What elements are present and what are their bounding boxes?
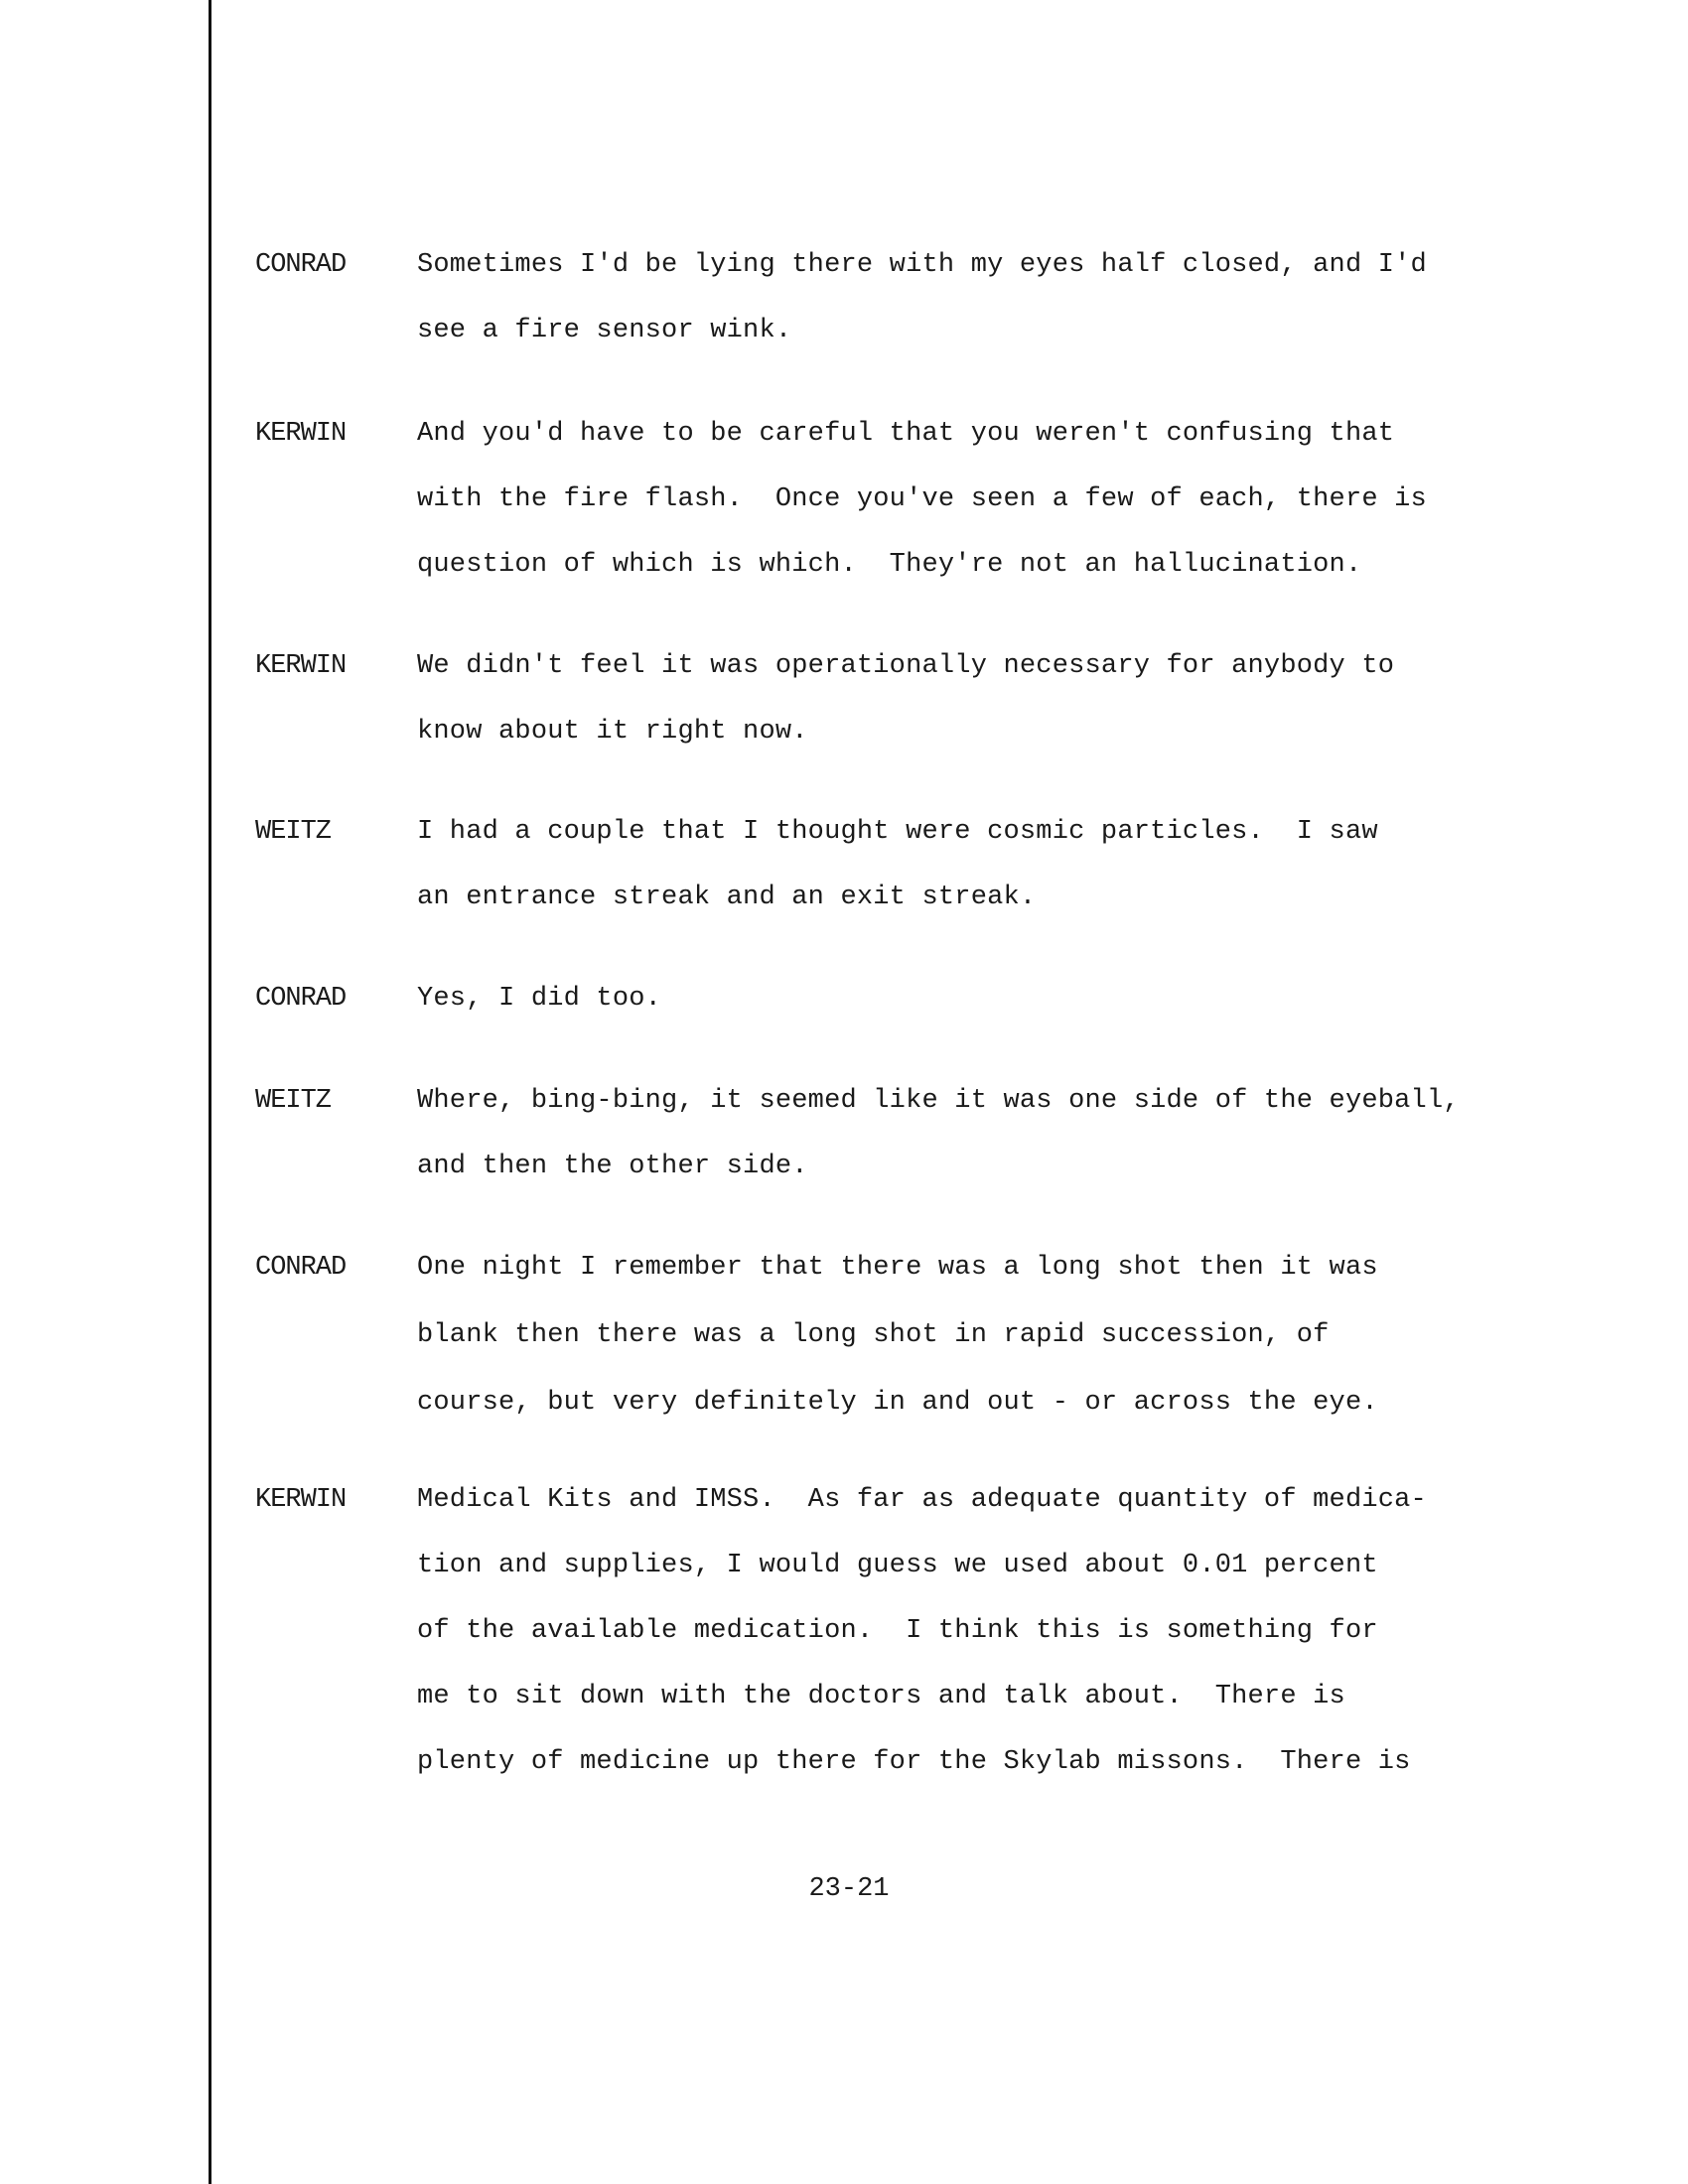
transcript-line: blank then there was a long shot in rapid succession, of bbox=[417, 1320, 1330, 1350]
speaker-name: KERWIN bbox=[255, 419, 347, 449]
transcript-line: of the available medication. I think this is something for bbox=[417, 1616, 1378, 1646]
speaker-name: WEITZ bbox=[255, 817, 332, 847]
speaker-name: KERWIN bbox=[255, 651, 347, 681]
transcript-line: know about it right now. bbox=[417, 717, 808, 747]
speaker-name: CONRAD bbox=[255, 1253, 347, 1283]
left-margin-rule bbox=[209, 0, 211, 2184]
transcript-line: tion and supplies, I would guess we used about 0.01 percent bbox=[417, 1551, 1378, 1580]
transcript-line: And you'd have to be careful that you weren't confusing that bbox=[417, 419, 1395, 449]
transcript-line: question of which is which. They're not an hallucination. bbox=[417, 550, 1362, 580]
transcript-line: see a fire sensor wink. bbox=[417, 316, 792, 345]
transcript-line: me to sit down with the doctors and talk about. There is bbox=[417, 1682, 1345, 1711]
transcript-line: an entrance streak and an exit streak. bbox=[417, 883, 1037, 912]
speaker-name: KERWIN bbox=[255, 1485, 347, 1515]
transcript-line: course, but very definitely in and out - or across the eye. bbox=[417, 1388, 1378, 1418]
speaker-name: CONRAD bbox=[255, 984, 347, 1014]
transcript-line: I had a couple that I thought were cosmic particles. I saw bbox=[417, 817, 1378, 847]
transcript-line: Yes, I did too. bbox=[417, 984, 662, 1014]
transcript-line: One night I remember that there was a long shot then it was bbox=[417, 1253, 1378, 1283]
speaker-name: WEITZ bbox=[255, 1086, 332, 1116]
speaker-name: CONRAD bbox=[255, 250, 347, 280]
transcript-line: We didn't feel it was operationally necessary for anybody to bbox=[417, 651, 1395, 681]
transcript-line: plenty of medicine up there for the Skylab missons. There is bbox=[417, 1747, 1411, 1777]
transcript-line: with the fire flash. Once you've seen a few of each, there is bbox=[417, 484, 1427, 514]
transcript-line: Where, bing-bing, it seemed like it was one side of the eyeball, bbox=[417, 1086, 1460, 1116]
transcript-line: Medical Kits and IMSS. As far as adequate quantity of medica- bbox=[417, 1485, 1427, 1515]
transcript-line: Sometimes I'd be lying there with my eyes half closed, and I'd bbox=[417, 250, 1427, 280]
page-number: 23-21 bbox=[808, 1874, 890, 1904]
transcript-line: and then the other side. bbox=[417, 1152, 808, 1181]
